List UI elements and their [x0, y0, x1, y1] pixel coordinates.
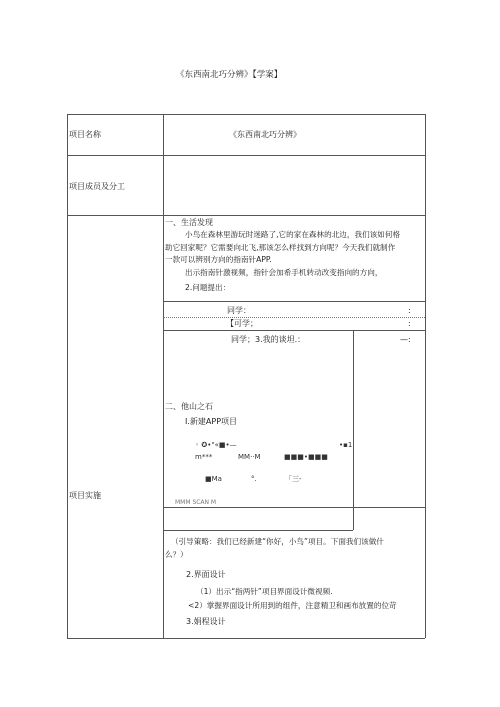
row-value-project-name: 《东西南北巧分辨》: [229, 130, 301, 139]
paragraph-line: 么？）: [165, 549, 188, 559]
section-heading-other-stone: 二、他山之石: [165, 402, 213, 411]
guide-strategy: [165, 536, 423, 561]
screenshot-text: •▪1: [339, 441, 353, 449]
paragraph-line: 小鸟在森林里游玩时迷路了,它的家在森林的北边，我们该如何格: [185, 230, 401, 239]
program-design-heading: 3.娟程设计: [186, 617, 226, 626]
answer-classmate-2: 【可学；: [226, 319, 258, 328]
paragraph-line: 出示指南针激视频，指针会加希手机转动改变指向的方向，: [185, 267, 383, 277]
table-bottom-border: [67, 638, 425, 639]
answer-box-border: [163, 330, 425, 331]
new-app-project-step: I.新建APP项目: [185, 417, 238, 426]
inner-box-bottom: [163, 530, 353, 531]
row-label-implementation: 项目实施: [69, 491, 101, 500]
page-title: 《东西南北巧分辨》【学案】: [176, 70, 283, 80]
screenshot-text: m***: [195, 453, 213, 461]
answer-line-end: :: [408, 319, 411, 328]
paragraph-line: （引导策略：我们已经新建“你好，小鸟”项目。下面我们该做什: [171, 537, 384, 546]
section1-paragraph: [165, 229, 423, 295]
interface-design-step-1: （1）出示“指两针”项目界面设计微视频.: [196, 587, 333, 596]
section-heading-life-discovery: 一、生活发现: [165, 218, 213, 227]
screenshot-text: °.: [251, 475, 257, 483]
interface-design-step-2: <2）掌握界面设计所用到的组件，注意精卫和画布放置的位苛: [188, 601, 397, 610]
row-label-project-name: 项目名称: [69, 130, 101, 139]
interface-design-heading: 2.界面设计: [186, 570, 226, 579]
question-heading: 2.问题提出：: [185, 283, 231, 292]
side-answer-line: —:: [400, 335, 411, 344]
table-row-divider: [67, 215, 425, 216]
row-label-members: 项目成员及分工: [69, 182, 125, 191]
inner-box-divider: [353, 330, 354, 530]
table-row-divider: [67, 155, 425, 156]
table-right-border: [425, 114, 426, 638]
screenshot-text: ◦ ✪•"«■•—: [195, 441, 237, 449]
answer-line-end: :: [408, 306, 411, 315]
table-left-border: [67, 114, 68, 638]
screenshot-text: 「三-: [285, 475, 302, 483]
paragraph-line: 一款可以辨别方向的指南针APP.: [165, 255, 272, 264]
screenshot-text: ■■■•■■■: [284, 453, 328, 461]
answer-box-border: [163, 301, 425, 302]
table-top-border: [67, 114, 425, 115]
screenshot-text: ■Ma: [205, 475, 222, 483]
table-inner-divider: [163, 507, 425, 508]
screenshot-text: MM··M: [238, 453, 261, 461]
answer-classmate-1: 同学：: [227, 306, 251, 315]
table-column-divider: [163, 114, 164, 638]
answer-line: [163, 317, 425, 318]
paragraph-line: 助它回家呢？它需要向北飞,那该怎么样找到方向呢？今天我们就制作: [165, 242, 396, 252]
screenshot-text: MMM SCAN M: [175, 499, 217, 506]
answer-classmate-3: 同学；3.我的谈坦.：: [231, 335, 306, 344]
